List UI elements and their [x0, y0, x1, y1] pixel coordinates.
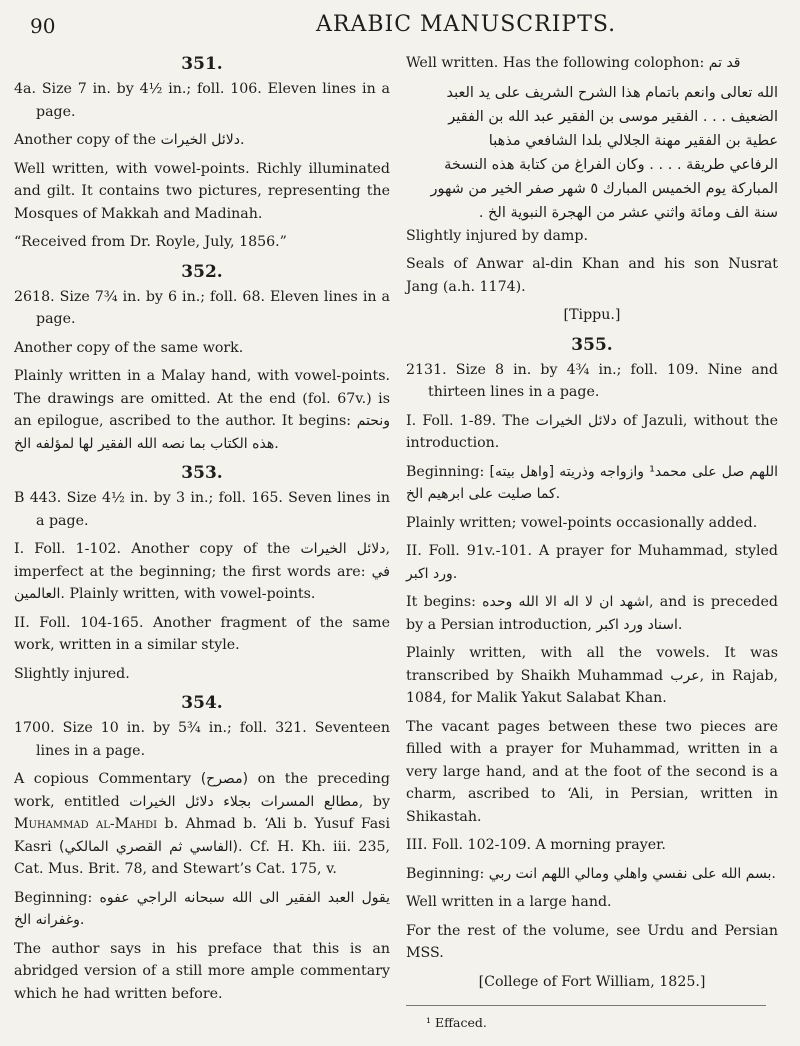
entry-355-part-3-label: Beginning: [406, 865, 485, 882]
entry-352-description [14, 365, 390, 455]
entry-355-arabic-title: دلائل الخيرات [535, 412, 617, 429]
entry-354-beginning [14, 887, 390, 932]
entry-351-description: Well written, with vowel-points. Richly illuminated and gilt. It contains two pictures, representing the Mosques of Makkah and Madinah. [14, 160, 390, 222]
entry-352-copy: Another copy of the same work. [14, 339, 244, 356]
entry-353-part-1-mid: , imperfect at the beginning; the first words are: [14, 541, 390, 580]
entry-355-part-3-end: . [771, 865, 776, 882]
entry-354-beginning-label: Beginning: [14, 889, 93, 906]
entry-353-part-2: II. Foll. 104-165. Another fragment of the same work, written in a similar style. [14, 614, 390, 653]
colophon-seals: Seals of Anwar al-din Khan and his son Nusrat Jang (a.h. 1174). [406, 256, 778, 295]
entry-353-arabic-title: دلائل الخيرات [300, 541, 386, 557]
page-number: 90 [30, 14, 56, 38]
entry-354-beginning-arabic: يقول العبد الفقير الى الله سبحانه الراجي عفوه وغفرانه الخ [14, 889, 390, 928]
entry-354-text-5: . Cf. H. Kh. iii. 235, Cat. Mus. Brit. 78, and Stewart’s Cat. 175, v. [14, 838, 391, 877]
entry-354-text-1: A copious Commentary [14, 771, 192, 787]
left-column [14, 52, 390, 1011]
entry-355-begins-arabic: اشهد ان لا اله الا الله وحده [482, 594, 649, 610]
entry-354-arabic-3: (الفاسي ثم القصري المالكي) [58, 838, 239, 855]
entry-355-transcriber-arabic: عرب [670, 667, 700, 684]
entry-353-part-1-text: I. Foll. 1-102. Another copy of the [14, 541, 291, 557]
colophon-provenance: [Tippu.] [563, 307, 621, 323]
colophon-line: الرفاعي طريقة . . . . وكان الفراغ من كتابة هذه النسخة [444, 156, 778, 173]
entry-352-arabic-quote: ونحتم هذه الكتاب بما نصه الله الفقير لها لمؤلفه الخ [14, 413, 390, 452]
entry-352-size: 2618. Size 7¾ in. by 6 in.; foll. 68. Eleven lines in a page. [14, 288, 390, 327]
running-head [0, 10, 800, 44]
entry-355-transcription [406, 642, 778, 710]
colophon-line: الله تعالى وانعم باتمام هذا الشرح الشريف على يد العبد [446, 84, 778, 101]
entry-355-part-3-arabic: بسم الله على نفسي واهلي ومالي اللهم انت ربي [488, 865, 772, 882]
entry-355-size: 2131. Size 8 in. by 4¾ in.; foll. 109. Nine and thirteen lines in a page. [406, 361, 778, 400]
entry-354-arabic-2: مطالع المسرات بجلاء دلائل الخيرات [129, 793, 359, 810]
entry-355-provenance: [College of Fort William, 1825.] [478, 973, 706, 990]
entry-353-part-1 [14, 538, 390, 606]
entry-352-number: 352. [181, 261, 223, 282]
entry-352-desc-text: Plainly written in a Malay hand, with vowel-points. The drawings are omitted. At the end (fol. 67v.) is an epilogue, ascribed to the author. It begins: [14, 368, 390, 429]
entry-355-persian-intro: اسناد ورد اكبر [596, 616, 678, 633]
entry-355-beginning [406, 461, 778, 506]
entry-355-hand: Plainly written; vowel-points occasionally added. [406, 514, 758, 531]
entry-355-begins-label: It begins: [406, 594, 476, 610]
entry-351-arabic-title: دلائل الخيرات [160, 132, 240, 148]
entry-351-period: . [240, 132, 245, 148]
entry-355-part-2-begins [406, 591, 778, 636]
entry-351-number: 351. [181, 54, 223, 74]
entry-355-part-3: III. Foll. 102-109. A morning prayer. [406, 837, 666, 853]
entry-355-part-1 [406, 410, 778, 455]
colophon-intro [406, 52, 778, 75]
entry-354-commentary [14, 768, 390, 881]
colophon-condition: Slightly injured by damp. [406, 227, 588, 244]
entry-354-text-2: on the preceding work, entitled [14, 771, 390, 810]
entry-354-text-3: , by [358, 793, 390, 810]
entry-355-begins-mid: , and is preceded by a Persian introduction, [406, 594, 778, 633]
entry-354-arabic-1: (مصرح) [200, 771, 249, 787]
entry-355-beginning-arabic: اللهم صل على محمد¹ وازواجه وذريته [واهل بيته] كما صليت على ابرهيم الخ [406, 463, 778, 502]
entry-354-beginning-end: . [79, 912, 85, 928]
entry-351-copy-text: Another copy of the [14, 132, 157, 148]
entry-355-part-2-end: . [452, 565, 458, 582]
entry-354-preface-note: The author says in his preface that this is an abridged version of a still more ample commentary which he had written before. [14, 940, 390, 1002]
entry-355-part-2-arabic: ورد اكبر [406, 565, 453, 582]
entry-355-part-1-end: of Jazuli, without the introduction. [406, 412, 778, 451]
entry-355-transcription-end: , in Rajab, 1084, for Malik Yakut Salabat Khan. [406, 667, 779, 706]
entry-351-title-line [14, 129, 390, 152]
colophon-intro-text: Well written. Has the following colophon: [406, 55, 705, 71]
colophon-line: عطية بن الفقير مهنة الجلالي بلدا الشافعي مذهبا [488, 132, 778, 149]
entry-355-part-2 [406, 540, 778, 585]
running-title: ARABIC MANUSCRIPTS. [316, 12, 617, 37]
colophon-arabic-lead: قد تم [708, 55, 741, 71]
entry-354-size: 1700. Size 10 in. by 5¾ in.; foll. 321. Seventeen lines in a page. [14, 720, 390, 759]
colophon-line: المباركة يوم الخميس المبارك ٥ شهر صفر الخير من شهور [430, 180, 778, 197]
entry-353-part-1-end: . Plainly written, with vowel-points. [60, 586, 316, 602]
entry-351-provenance: “Received from Dr. Royle, July, 1856.” [14, 234, 287, 250]
entry-354-number: 354. [181, 693, 223, 713]
entry-355-transcription-text: Plainly written, with all the vowels. It was transcribed by Shaikh Muhammad [406, 645, 778, 684]
entry-354-author: Muhammad al-Mahdi [14, 816, 158, 832]
entry-355-beginning-end: . [555, 486, 561, 502]
entry-355-number: 355. [571, 334, 613, 355]
entry-355-beginning-label: Beginning: [406, 463, 485, 480]
entry-355-vacant-pages: The vacant pages between these two pieces are filled with a prayer for Muhammad, written in a very large hand, and at the foot of the second is a charm, ascribed to ‘Ali, in Persian, written in Shikastah. [406, 718, 778, 825]
entry-352-period: . [274, 435, 279, 452]
entry-353-size: B 443. Size 4½ in. by 3 in.; foll. 165. Seven lines in a page. [14, 490, 390, 529]
entry-355-part-1-text: I. Foll. 1-89. The [406, 412, 530, 429]
colophon-line: سنة الف ومائة واثني عشر من الهجرة النبوية الخ . [478, 204, 778, 221]
entry-355-hand-note: Well written in a large hand. [406, 894, 612, 910]
entry-353-number: 353. [181, 463, 223, 483]
entry-355-rest-note: For the rest of the volume, see Urdu and Persian MSS. [406, 922, 778, 961]
entry-353-arabic-first-words: في العالمين [14, 563, 390, 602]
entry-353-condition: Slightly injured. [14, 665, 130, 682]
entry-355-begins-end: . [677, 616, 683, 633]
entry-351-size: 4a. Size 7 in. by 4½ in.; foll. 106. Eleven lines in a page. [14, 81, 390, 120]
entry-354-text-4: b. Ahmad b. ‘Ali b. Yusuf Fasi Kasri [14, 816, 391, 855]
colophon-arabic-block [406, 81, 778, 225]
footnote-rule [406, 1005, 766, 1006]
footnote: ¹ Effaced. [426, 1015, 487, 1030]
entry-355-part-2-text: II. Foll. 91v.-101. A prayer for Muhammad, styled [406, 543, 778, 559]
right-column [406, 52, 778, 1035]
entry-355-part-3-beginning [406, 863, 778, 886]
colophon-line: الضعيف . . . الفقير موسى بن الفقير عبد الله بن الفقير [448, 108, 778, 125]
